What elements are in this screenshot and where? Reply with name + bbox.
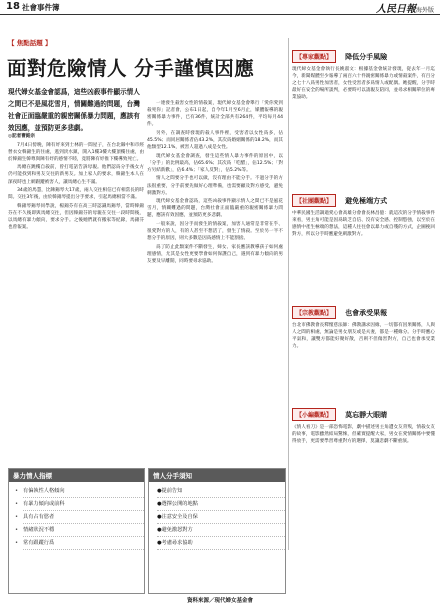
list-item: ●避免激怒對方 xyxy=(157,524,285,537)
kicker: 【 焦點話題 】 xyxy=(8,39,52,47)
sidebar-text: 現代婦女基金會執行長姚淑文：根據基金會統計發現，從去年一月迄今，新聞媒體至少報導了兩百六十件親密關係暴力或情殺案件，有百分之七十八爲男性加害者，女性受害者多爲情人或配偶。她提醒，分手時最好在安全的場所談判，必要時可以請親友陪同，並尋求相關單位的專業協助。 xyxy=(292,67,435,100)
sidebar-editor xyxy=(292,402,435,445)
sidebar-title: 也會承受果報 xyxy=(345,309,388,317)
page-header xyxy=(0,0,440,15)
paragraph: 現代婦女基金會認爲，這些凶殺事件顯示情人之間已不是風花雪月，情關難過的問題，台灣社會正面臨嚴重的親密關係暴力問題，應該有效因應，並預防更多悲劇。 xyxy=(147,199,283,219)
paragraph: 7月4日傍晚，陳有妤來到士林的一間屋子，在台北縣中和市經營衣女韓錦生的住處，逃到淡水鎮，開入1樓3樓大樓頂樓住處，由於韓錦生韓尊與陳有妤的感情不睦，竟將陳有妤推下樓導致死亡。 xyxy=(8,142,144,162)
paragraph: 另外，在調查時發現的殺人事件裡，受害者以女性爲多，佔45.5%；而同居關係者佔43.2%，其次爲婚姻關係的18.2%，而其他類型12.1%，被害人超過八成是女性。 xyxy=(147,130,283,151)
paragraph: 情人之間要分手也可以做，沒有理由不能分手。不過分手的方法很重要，分手前要先做好心理準備，也需要顧及對方感受，避免刺激對方。 xyxy=(147,176,283,196)
paragraph: 現代婦女基金會調查，發生這些情人暴力事件的原因中，以「分手」的比例最高，佔65.6%；其次爲「吃醋」，佔12.5%；「對方另結新歡」，佔6.4%；「家人反對」，佔5.2%等。 xyxy=(147,153,283,173)
sidebar-title: 莫忘靜大眼睛 xyxy=(345,411,388,419)
list-item: ●提前告知 xyxy=(157,485,285,498)
list-item: • 有暴力傾向或前科 xyxy=(23,498,144,511)
breakup-tips-box xyxy=(148,468,286,594)
lead-paragraph: 現代婦女基金會認爲，這些凶殺事件顯示情人之間已不是風花雪月，情關難過的問題，台灣社會正面臨嚴重的親密關係暴力問題，應該有效因應，並預防更多悲劇。 xyxy=(8,88,140,132)
sidebar-title: 降低分手風險 xyxy=(345,53,388,61)
box-header: 暴力情人指標 xyxy=(9,469,144,482)
warning-signs-box xyxy=(8,468,145,594)
warning-list xyxy=(9,485,144,550)
sidebar-tag: 【小編觀點】 xyxy=(292,408,336,421)
list-item: • 具有占有慾者 xyxy=(23,511,144,524)
headline: 面對危險情人 分手謹慎因應 xyxy=(7,57,255,80)
sidebar-religion xyxy=(292,300,435,350)
section-name: 社會事件簿 xyxy=(22,3,60,12)
sidebar-title: 避免極端方式 xyxy=(345,197,388,205)
source-footer: 資料來源／現代婦女基金會 xyxy=(186,598,253,604)
logo-text: 人民日報 xyxy=(375,4,416,15)
tips-list xyxy=(149,485,285,550)
paragraph: 爲了防止此類案件不斷發生，婦女、家長應該教導孩子如何處理感情，尤其是女性更要學會如何保護自己，遇到有暴力傾向的男友要及早離開，同時要尋求協助。 xyxy=(147,244,283,264)
newspaper-logo xyxy=(376,0,434,15)
sidebar-text: 台北市佛教會長釋懷慈法師：佛教講求因緣，一切都有因果關係，人與人之間的相處，無論是男女朋友或是夫妻，都是一種緣分。分手時應心平氣和，讓雙方都能好聚好散，否則不但傷害對方，自己也會承受業力。 xyxy=(292,323,435,349)
paragraph: 一連發生殺害女性的情殺案，現代婦女基金會舉行「愛你愛到殺死你」記者會，公布1日起，自今年1月至6月止，媒體報導的親密關係暴力事件，已有36件，統計全部共有264件，平均每月44件。 xyxy=(147,101,283,128)
column-divider xyxy=(288,38,289,550)
list-item: • 情緒狀況不穩 xyxy=(23,524,144,537)
paragraph: 34歲的馬慧，比陳錫琴大17歲，兩人交往相信已有相當長的時間。交往3年後，由於韓錦琴提出分手要求，引起馬總相當不滿。 xyxy=(8,188,144,201)
logo-suffix: 海外版 xyxy=(415,7,434,14)
sidebar-tag: 【宗教觀點】 xyxy=(292,306,336,319)
sidebar-community xyxy=(292,188,435,238)
sidebar-text: 《情人看刀》是一部恐怖電影，劇中描述男主角遭女友背叛，情殺女友的故事，電影雖然結局驚悚，但確實提醒大家，男女在愛情關係中要懂得放手，更需要學習尊重對方的選擇，莫讓悲劇不斷重演。 xyxy=(292,425,435,444)
paragraph: 韓錦琴錫琴同學說，楊錦芬有在高三時認識馬錫琴，當時韓錦芬在不久後即與馬總交往，但因韓錦芬的母親在交往一段時間後，以馬總有暴力傾向，要求分手。之後她們就有搬家等紀錄，馬錦芬也曾報案。 xyxy=(8,203,144,231)
sidebar-text: 中華民國生活調適愛心會高雄分會會長林昌億：就這次的分手情殺事件來看，男主角可能是因爲缺乏自信、沒有安全感、控制慾強，以至於在感情中產生極端的想法，這種人往往會以暴力或自殘的方式，企圖挽回對方，所以分手時應避免刺激對方。 xyxy=(292,211,435,237)
list-item: • 有偏執性人格傾向 xyxy=(23,485,144,498)
sidebar-tag: 【專家觀點】 xyxy=(292,50,336,63)
paragraph: 馬總在跳樓自殺前，曾打電話告訴母親。他們認爲分手後女方仍可能找到和男友交往的新男友。加上家人的要求，韓錦生本人在深夜時也上網跟蹤被害人，讓馬總心生不滿。 xyxy=(8,165,144,185)
box-header: 情人分手須知 xyxy=(149,469,285,482)
byline: ◎記者曹銘宗 xyxy=(8,134,35,139)
paragraph: 一般來說，因分手而發生的情殺案，加害人通常是非常在乎、很愛對方的人，有的人甚至不想活了，發生了情殺。至於另一半不想分手的原因，則大多數是因爲感情上不能割捨。 xyxy=(147,222,283,242)
sidebar-tag: 【社團觀點】 xyxy=(292,194,336,207)
page-number: 18 xyxy=(6,1,20,12)
list-item: • 常有跟蹤行爲 xyxy=(23,537,144,550)
list-item: ●注意安全及自保 xyxy=(157,511,285,524)
list-item: ●考慮尋求協助 xyxy=(157,537,285,550)
article-column-b xyxy=(147,100,283,267)
sidebar-expert xyxy=(292,44,435,101)
list-item: ●選擇公開的地點 xyxy=(157,498,285,511)
article-column-a xyxy=(8,133,144,233)
